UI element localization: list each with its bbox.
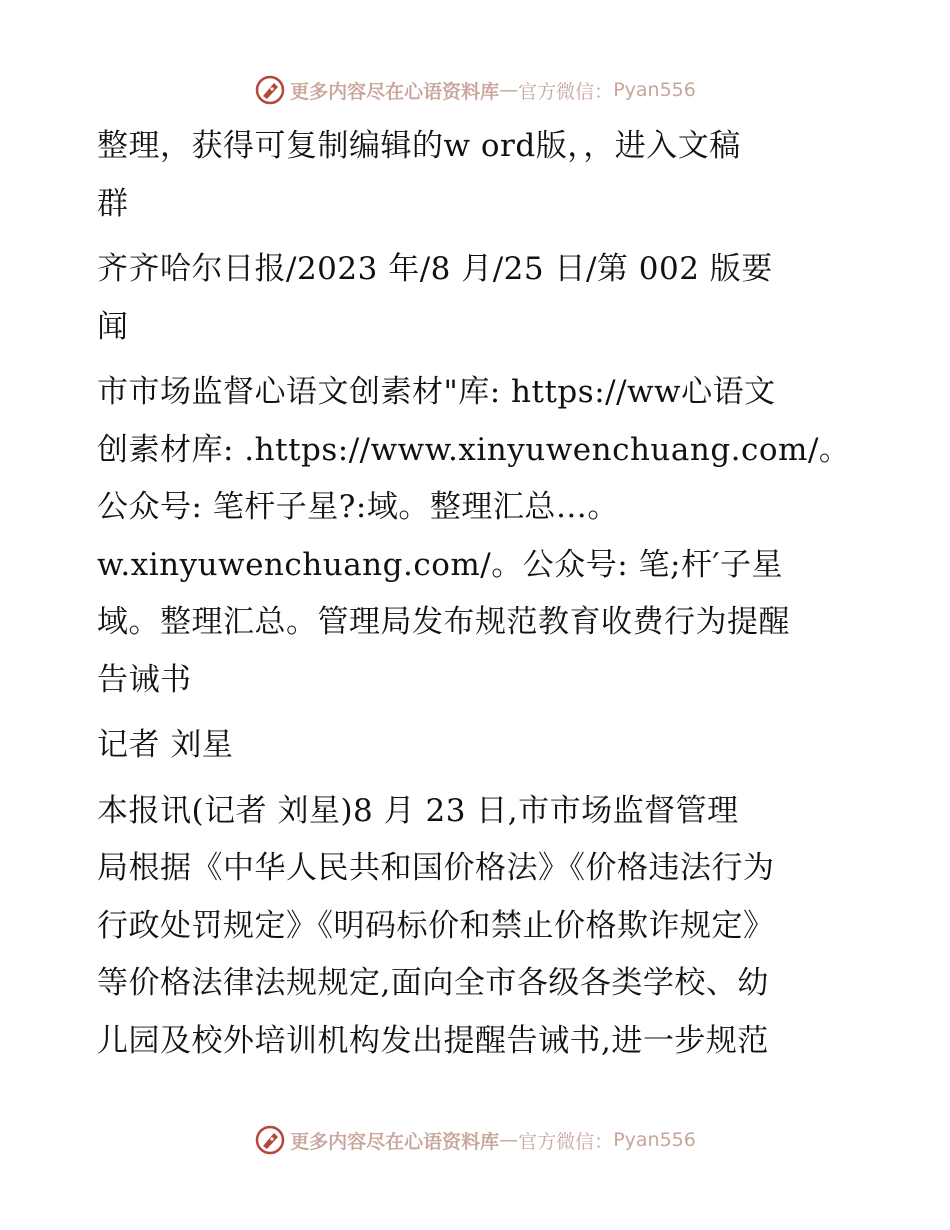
banner-separator: — (499, 1129, 519, 1151)
text-line: 群 (97, 185, 129, 222)
document-body (97, 118, 857, 1078)
paragraph-source (97, 241, 857, 356)
banner-slogan: 更多内容尽在心语资料库 (290, 1130, 500, 1153)
banner-separator: — (499, 79, 519, 101)
pen-nib-icon (254, 1124, 286, 1156)
text-line: 本报讯(记者 刘星)8 月 23 日,市市场监督管理 (97, 792, 739, 829)
banner-wechat-label: 官方微信： (518, 1130, 614, 1153)
text-line: 齐齐哈尔日报/2023 年/8 月/25 日/第 002 版要 (97, 251, 773, 287)
text-line: 告诫书 (97, 661, 192, 698)
paragraph-body (97, 783, 857, 1071)
text-line: 闻 (97, 308, 129, 345)
text-line: 公众号: 笔杆子星?:域。整理汇总…。 (97, 489, 619, 525)
banner-wechat-id: Pyan556 (613, 1129, 696, 1151)
banner-wechat-id: Pyan556 (613, 79, 696, 101)
paragraph-intro (97, 118, 857, 233)
header-banner (0, 70, 950, 110)
text-line: 域。整理汇总。管理局发布规范教育收费行为提醒 (97, 604, 790, 640)
text-line: 整理，获得可复制编辑的w ord版，，进入文稿 (97, 128, 741, 164)
text-line: 市市场监督心语文创素材"库: https://ww心语文 (97, 374, 776, 410)
text-line: 局根据《中华人民共和国价格法》《价格违法行为 (97, 850, 775, 886)
banner-wechat-label: 官方微信： (518, 80, 614, 103)
pen-nib-icon (254, 74, 286, 106)
footer-banner (0, 1120, 950, 1160)
text-line: 等价格法律法规规定,面向全市各级各类学校、幼 (97, 965, 769, 1001)
banner-slogan: 更多内容尽在心语资料库 (290, 80, 500, 103)
text-line: 创素材库: .https://www.xinyuwenchuang.com/。 (97, 431, 851, 468)
text-line: 记者 刘星 (97, 727, 234, 763)
text-line: w.xinyuwenchuang.com/。公众号: 笔;杆′子星 (97, 546, 783, 583)
paragraph-headline (97, 364, 857, 709)
paragraph-byline (97, 717, 857, 775)
text-line: 儿园及校外培训机构发出提醒告诫书,进一步规范 (97, 1022, 769, 1059)
text-line: 行政处罚规定》《明码标价和禁止价格欺诈规定》 (97, 907, 775, 944)
